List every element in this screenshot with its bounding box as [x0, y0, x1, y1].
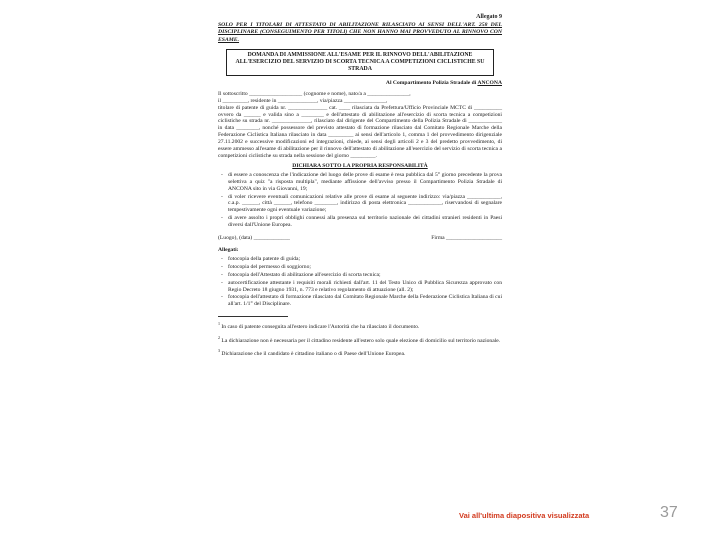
declaration-item: - di avere assolto i propri obblighi connessi alla presenza sul territorio nazionale dei cittadini stranieri residenti in Paesi diversi dall'Unione Europea.: [228, 215, 502, 229]
document-title: DOMANDA DI AMMISSIONE ALL'ESAME PER IL RINNOVO DELL'ABILITAZIONE ALL'ESERCIZIO DEL SERVIZIO DI SCORTA TECNICA A COMPETIZIONI CICLISTICHE SU STRADA: [226, 49, 494, 77]
footnote-divider: [218, 316, 288, 317]
footnote-text: Dichiarazione che il candidato è cittadino italiano o di Paese dell'Unione Europea.: [221, 351, 406, 358]
attachment-item: - fotocopia della patente di guida;: [228, 256, 502, 263]
attachments-title: Allegati:: [218, 247, 239, 254]
document-header: SOLO PER I TITOLARI DI ATTESTATO DI ABILITAZIONE RILASCIATO AI SENSI DELL'ART. 258 DEL DISCIPLINARE (CONSEGUIMENTO PER TITOLI) CHE NON HANNO MAI PROVVEDUTO AL RINNOVO CON ESAME.: [218, 22, 502, 43]
attachment-item: - fotocopia dell'Attestato di abilitazione all'esercizio di scorta tecnica;: [228, 272, 502, 279]
last-viewed-slide-link[interactable]: Vai all'ultima diapositiva visualizzata: [459, 511, 590, 520]
attachments-list: [218, 256, 502, 308]
declaration-title: DICHIARA SOTTO LA PROPRIA RESPONSABILITÀ: [292, 163, 428, 170]
signature-row: [218, 235, 502, 242]
declaration-list: [218, 172, 502, 229]
footnote-text: La dichiarazione non è necessaria per il cittadino residente all'estero solo quale elezione di domicilio sul territorio nazionale.: [221, 337, 501, 344]
request-body: [218, 91, 502, 159]
page-number: 37: [660, 504, 678, 521]
footnote: $^2$ La dichiarazione non è necessaria per il cittadino residente all'estero solo quale elezione di domicilio sul territorio nazionale.: [218, 334, 501, 344]
attachment-item: - autocertificazione attestante i requisiti morali richiesti dall'art. 11 del Testo Unico di Pubblica Sicurezza approvato con Regio Decreto 18 giugno 1931, n. 773 e relativo regolamento di attuazione (all. 2);: [228, 280, 502, 294]
body-line: Il sottoscritto ___________________ (cognome e nome), nato/a a _______________,: [218, 91, 411, 98]
footnote: $^1$ In caso di patente conseguita all'estero indicare l'Autorità che ha rilasciato il documento.: [218, 320, 420, 330]
footnote-text: In caso di patente conseguita all'estero indicare l'Autorità che ha rilasciato il documento.: [221, 323, 420, 330]
footnote: $^3$ Dichiarazione che il candidato è cittadino italiano o di Paese dell'Unione Europea.: [218, 348, 406, 358]
signature-field: Firma ____________________: [431, 234, 502, 241]
allegato-label: Allegato 9: [476, 14, 502, 20]
attachment-item: - fotocopia del permesso di soggiorno;: [228, 264, 502, 271]
addressee-prefix: Al Compartimento Polizia Stradale di: [385, 80, 478, 87]
body-line: il _________, residente in ______________, via/piazza _______________,: [218, 98, 388, 105]
declaration-item: - di voler ricevere eventuali comunicazioni relative alle prove di esame al seguente indirizzo: via/piazza ____________, c.a.p. ______, città ______, telefono ________, indirizzo di posta elettronica ____________, riservandosi di segnalare tempestivamente ogni eventuale variazione;: [228, 194, 502, 214]
addressee-city: ANCONA: [477, 80, 502, 87]
body-line: titolare di patente di guida nr. ______________ cat. ____ rilasciata da Prefettura/Ufficio Provinciale MCTC di __________ ovvero da ______ e valida sino a ________ e dell'attestato di abilitazione all'esercizio di scorta tecnica a competizioni ciclistiche su strada nr. ______________, rilasciato dal dirigente del Compartimento della Polizia Stradale di ____________ in data ________, nonché possessore del previsto attestato di formazione rilasciato dal Comitato Regionale Marche della Federazione Ciclistica Italiana rilasciato in data _________ ai sensi dell'articolo 1, comma 1 del provvedimento dirigenziale 27.11.2002 e successive modificazioni ed integrazioni, chiede, ai sensi degli articoli 2 e 3 del predetto provvedimento, di essere ammesso all'esame di abilitazione per il rinnovo dell'attestato di abilitazione all'esercizio del servizio di scorta tecnica a competizioni ciclistiche su strada nella sessione del giorno _________.: [218, 104, 502, 159]
place-date: (Luogo), (data) _____________: [218, 234, 290, 241]
declaration-item: - di essere a conoscenza che l'indicazione del luogo delle prove di esame è resa pubblica dal 5° giorno precedente la prova selettiva a quiz "a risposta multipla", mediante affissione dell'avviso presso il Compartimento Polizia Stradale di ANCONA sito in via Giovanni, 19;: [228, 172, 502, 192]
addressee: [218, 80, 502, 87]
document-page: [218, 14, 502, 494]
attachment-item: - fotocopia dell'attestato di formazione rilasciato dal Comitato Regionale Marche della Federazione Ciclistica Italiana di cui all'art. 1/1° del Disciplinare.: [228, 294, 502, 308]
